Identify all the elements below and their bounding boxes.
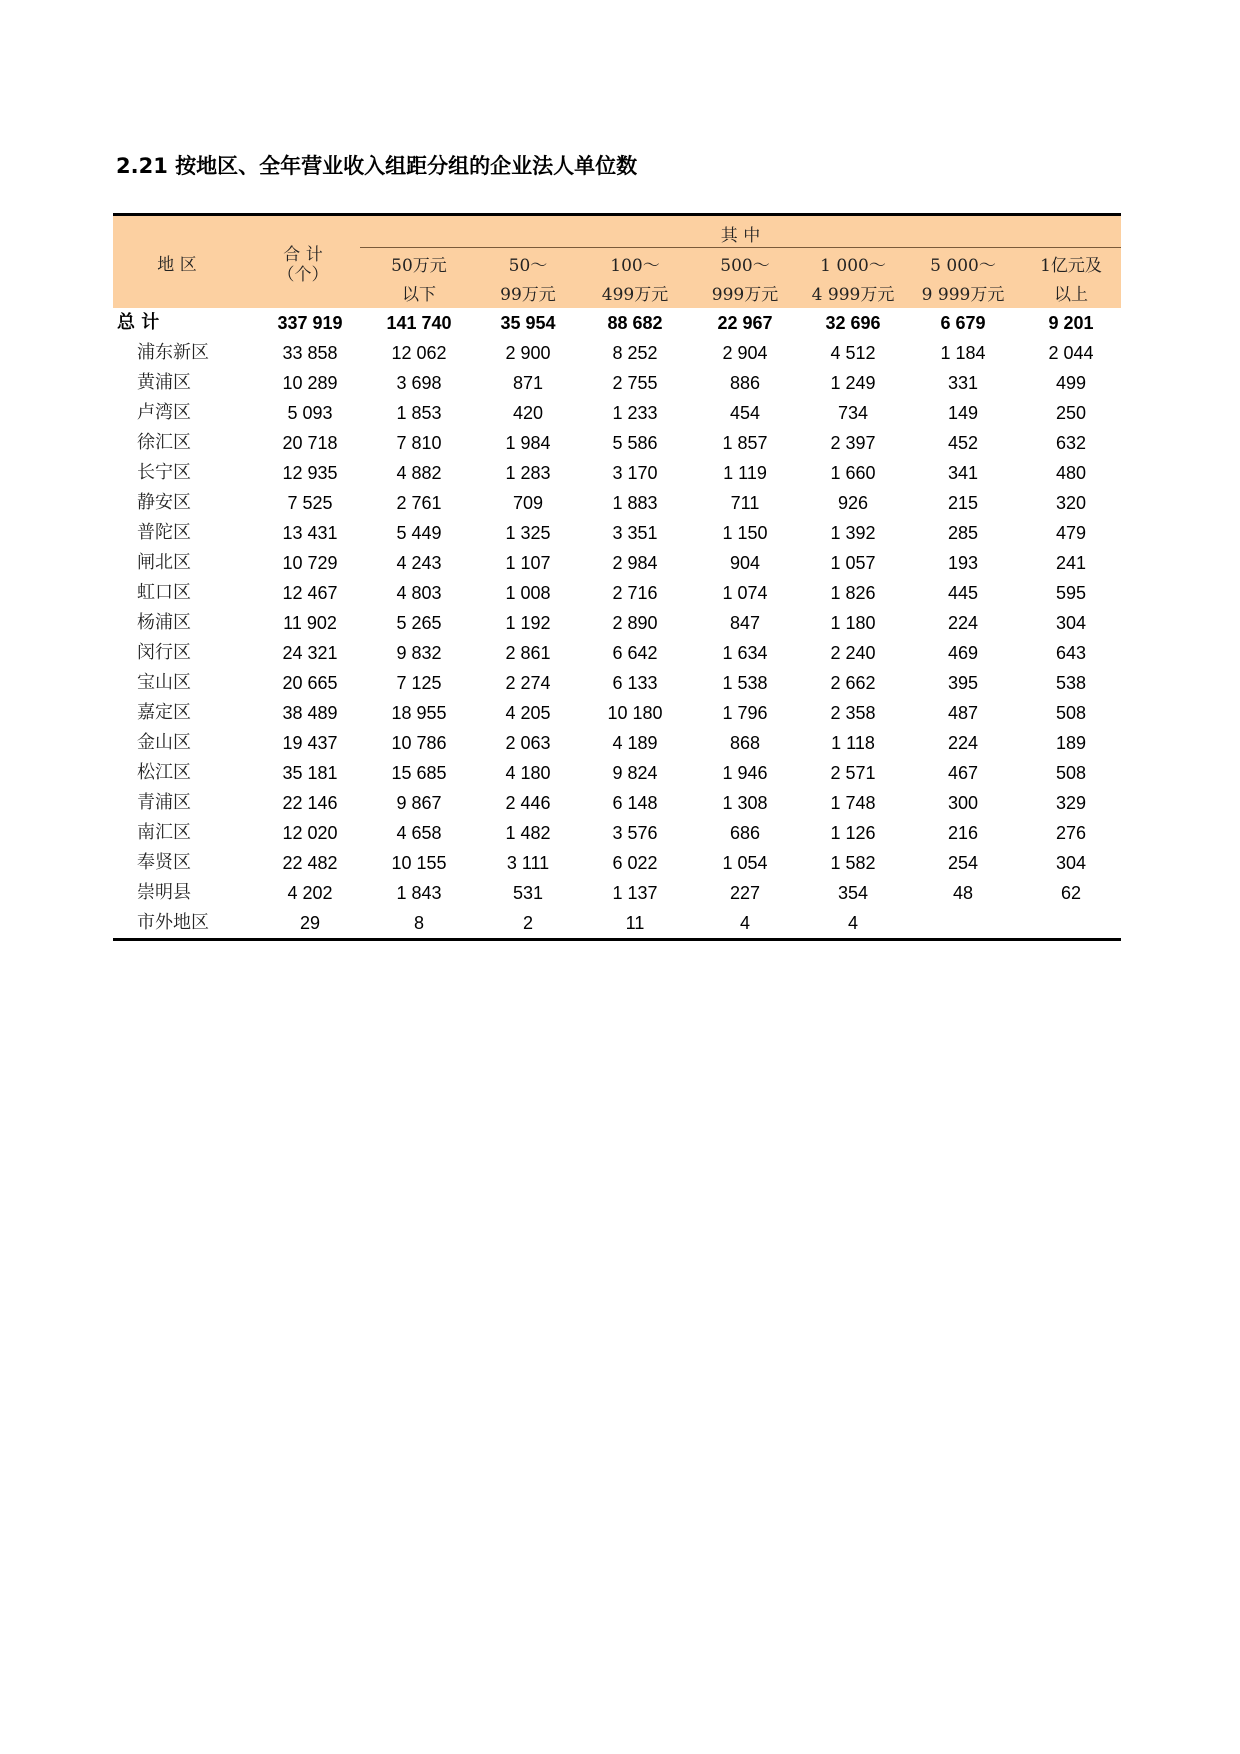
row-value-col-5: 2 397 [830,433,876,453]
row-value-col-6: 469 [947,643,979,663]
row-value-col-6 [909,908,1017,938]
row-value-col-7: 538 [1055,673,1087,693]
row-value-col-5: 1 826 [830,583,876,603]
row-value-col-1: 15 685 [391,763,447,783]
row-value-col-5: 1 126 [830,823,876,843]
row-region-name: 南汇区 [137,822,191,843]
table-row [113,608,1121,638]
row-value-col-4: 1 150 [722,523,768,543]
row-value-col-2: 1 283 [505,463,551,483]
data-table [113,213,1121,941]
table-row [113,368,1121,398]
row-value-col-2: 4 205 [505,703,551,723]
header-col-2-line2: 99万元 [500,285,556,305]
row-value-col-6: 331 [947,373,979,393]
row-value-col-3: 1 137 [612,883,658,903]
row-region-name: 静安区 [137,492,191,513]
header-col-6-line2: 9 999万元 [921,285,1005,305]
row-region-name: 嘉定区 [137,702,191,723]
row-value-col-3: 2 890 [612,613,658,633]
table-row [113,548,1121,578]
row-value-col-4: 454 [729,403,761,423]
row-value-col-7: 499 [1055,373,1087,393]
table-row [113,458,1121,488]
row-value-col-2: 2 274 [505,673,551,693]
row-value-col-7: 329 [1055,793,1087,813]
row-value-col-2: 1 325 [505,523,551,543]
row-region-name: 市外地区 [137,912,209,933]
row-value-col-1: 2 761 [396,493,442,513]
row-value-col-6: 1 184 [940,343,986,363]
row-value-col-6: 224 [947,613,979,633]
row-total-value: 35 181 [282,763,338,783]
row-value-col-6: 395 [947,673,979,693]
row-region-name: 长宁区 [137,462,191,483]
row-value-col-2: 531 [512,883,544,903]
row-value-col-7: 276 [1055,823,1087,843]
row-value-col-3: 10 180 [607,703,663,723]
row-value-col-5: 1 582 [830,853,876,873]
table-row [113,638,1121,668]
row-value-col-7: 189 [1055,733,1087,753]
row-value-col-3: 5 586 [612,433,658,453]
row-value-col-6: 193 [947,553,979,573]
row-value-col-7: 632 [1055,433,1087,453]
row-value-col-4: 1 796 [722,703,768,723]
row-value-col-3: 1 233 [612,403,658,423]
row-value-col-1: 3 698 [396,373,442,393]
header-col-1-line1: 50万元 [391,256,447,276]
row-value-col-2: 1 107 [505,553,551,573]
header-region: 地 区 [157,255,197,275]
row-value-col-1: 7 125 [396,673,442,693]
row-value-col-1: 9 867 [396,793,442,813]
row-value-col-6: 215 [947,493,979,513]
row-region-name: 松江区 [137,762,191,783]
row-value-col-6: 467 [947,763,979,783]
row-region-name: 奉贤区 [137,852,191,873]
row-total-value: 22 482 [282,853,338,873]
row-value-col-5: 2 240 [830,643,876,663]
row-region-name: 黄浦区 [137,372,191,393]
row-total-value: 5 093 [287,403,333,423]
row-value-col-7: 304 [1055,853,1087,873]
row-total-value: 4 202 [287,883,333,903]
row-value-col-1: 12 062 [391,343,447,363]
row-value-col-7: 595 [1055,583,1087,603]
row-value-col-5: 1 392 [830,523,876,543]
row-value-col-2: 2 861 [505,643,551,663]
header-col-4-line2: 999万元 [711,285,779,305]
row-value-col-7: 2 044 [1048,343,1094,363]
row-value-col-4: 847 [729,613,761,633]
row-value-col-4: 686 [729,823,761,843]
row-region-name: 徐汇区 [137,432,191,453]
row-region-name: 宝山区 [137,672,191,693]
row-value-col-5: 1 180 [830,613,876,633]
row-total-value: 10 289 [282,373,338,393]
row-value-col-2: 1 008 [505,583,551,603]
row-value-col-1: 141 740 [386,313,452,333]
row-total-value: 33 858 [282,343,338,363]
row-value-col-4: 227 [729,883,761,903]
row-value-col-5: 1 118 [831,733,875,753]
row-value-col-6: 254 [947,853,979,873]
row-total-value: 12 020 [282,823,338,843]
row-value-col-7: 479 [1055,523,1087,543]
row-value-col-2: 4 180 [505,763,551,783]
row-value-col-4: 1 634 [722,643,768,663]
row-total-value: 20 665 [282,673,338,693]
row-value-col-4: 886 [729,373,761,393]
row-value-col-4: 4 [739,913,750,933]
row-region-name: 闸北区 [137,552,191,573]
header-col-5-line2: 4 999万元 [811,285,895,305]
row-value-col-6: 341 [947,463,979,483]
row-value-col-1: 10 155 [391,853,447,873]
row-region-name: 金山区 [137,732,191,753]
row-value-col-3: 2 984 [612,553,658,573]
row-value-col-7: 320 [1055,493,1087,513]
row-value-col-3: 11 [625,913,645,933]
table-row [113,338,1121,368]
row-value-col-3: 1 883 [612,493,658,513]
row-value-col-5: 1 748 [830,793,876,813]
table-row [113,578,1121,608]
row-value-col-3: 2 755 [612,373,658,393]
row-value-col-3: 88 682 [607,313,663,333]
header-col-2-line1: 50～ [508,256,548,276]
row-region-name: 浦东新区 [137,342,209,363]
row-value-col-7: 304 [1055,613,1087,633]
row-total-value: 337 919 [277,313,343,333]
header-group: 其 中 [720,226,761,246]
row-value-col-6: 452 [947,433,979,453]
row-value-col-1: 10 786 [391,733,447,753]
row-value-col-5: 354 [837,883,869,903]
header-col-7-line2: 以上 [1054,285,1088,305]
row-region-name: 虹口区 [137,582,191,603]
header-group-divider [360,247,1121,248]
row-value-col-1: 8 [413,913,424,933]
row-total-value: 7 525 [287,493,333,513]
row-value-col-6: 300 [947,793,979,813]
row-value-col-1: 18 955 [391,703,447,723]
row-value-col-4: 1 054 [722,853,768,873]
table-row [113,818,1121,848]
table-row [113,398,1121,428]
row-value-col-5: 2 358 [830,703,876,723]
row-value-col-1: 9 832 [396,643,442,663]
row-region-name: 闵行区 [137,642,191,663]
header-col-4-line1: 500～ [720,256,770,276]
row-total-value: 11 902 [283,613,337,633]
row-value-col-2: 35 954 [500,313,556,333]
row-total-value: 22 146 [282,793,338,813]
table-title: 2.21 按地区、全年营业收入组距分组的企业法人单位数 [116,154,638,178]
row-value-col-3: 3 576 [612,823,658,843]
header-col-1-line2: 以下 [402,285,436,305]
row-value-col-2: 1 482 [505,823,551,843]
header-col-6-line1: 5 000～ [930,256,996,276]
header-col-3-line1: 100～ [610,256,660,276]
row-value-col-7: 508 [1055,763,1087,783]
row-value-col-5: 2 571 [830,763,876,783]
row-total-value: 12 935 [282,463,338,483]
table-row [113,518,1121,548]
row-value-col-7: 9 201 [1048,313,1094,333]
row-value-col-2: 1 984 [505,433,551,453]
row-value-col-2: 709 [512,493,544,513]
row-value-col-5: 32 696 [825,313,881,333]
row-value-col-3: 6 022 [612,853,658,873]
row-value-col-5: 4 [847,913,858,933]
table-row [113,668,1121,698]
row-total-value: 13 431 [282,523,338,543]
row-value-col-1: 4 243 [396,553,442,573]
row-value-col-1: 5 449 [396,523,442,543]
table-row [113,758,1121,788]
row-region-name: 总 计 [117,312,160,333]
row-value-col-2: 3 111 [506,853,550,873]
row-value-col-1: 4 803 [396,583,442,603]
row-value-col-7 [1017,908,1125,938]
row-value-col-1: 5 265 [396,613,442,633]
row-value-col-7: 480 [1055,463,1087,483]
row-value-col-3: 6 148 [612,793,658,813]
row-value-col-6: 224 [947,733,979,753]
row-value-col-6: 285 [947,523,979,543]
row-value-col-4: 1 946 [722,763,768,783]
row-value-col-7: 241 [1055,553,1087,573]
row-total-value: 24 321 [282,643,338,663]
row-value-col-5: 4 512 [830,343,876,363]
row-value-col-4: 1 074 [722,583,768,603]
row-value-col-4: 1 119 [723,463,767,483]
row-value-col-5: 734 [837,403,869,423]
header-col-3-line2: 499万元 [601,285,669,305]
row-value-col-7: 62 [1060,883,1082,903]
row-value-col-6: 149 [947,403,979,423]
row-value-col-3: 6 133 [612,673,658,693]
row-value-col-7: 508 [1055,703,1087,723]
table-row [113,488,1121,518]
row-value-col-5: 1 057 [830,553,876,573]
row-value-col-1: 4 882 [396,463,442,483]
row-value-col-4: 1 857 [722,433,768,453]
row-value-col-4: 711 [730,493,760,513]
row-value-col-2: 2 063 [505,733,551,753]
row-region-name: 普陀区 [137,522,191,543]
table-row [113,428,1121,458]
row-value-col-1: 4 658 [396,823,442,843]
row-value-col-2: 420 [512,403,544,423]
table-row [113,788,1121,818]
row-value-col-7: 643 [1055,643,1087,663]
row-value-col-2: 1 192 [505,613,551,633]
row-value-col-4: 22 967 [717,313,773,333]
header-col-5-line1: 1 000～ [820,256,886,276]
table-row [113,848,1121,878]
header-total: 合 计 [283,245,323,265]
row-value-col-6: 216 [947,823,979,843]
row-value-col-4: 1 308 [722,793,768,813]
row-value-col-4: 904 [729,553,761,573]
row-value-col-5: 2 662 [830,673,876,693]
table-row [113,698,1121,728]
header-total-unit: （个） [277,265,329,285]
row-value-col-2: 871 [512,373,544,393]
row-value-col-4: 868 [729,733,761,753]
row-value-col-2: 2 [522,913,533,933]
row-value-col-1: 1 843 [396,883,442,903]
row-total-value: 19 437 [282,733,338,753]
row-region-name: 杨浦区 [137,612,191,633]
row-value-col-3: 4 189 [612,733,658,753]
row-value-col-4: 1 538 [722,673,768,693]
row-value-col-1: 7 810 [396,433,442,453]
row-total-value: 38 489 [282,703,338,723]
row-total-value: 20 718 [282,433,338,453]
header-col-7-line1: 1亿元及 [1040,256,1102,276]
row-value-col-7: 250 [1055,403,1087,423]
row-value-col-5: 1 249 [830,373,876,393]
row-value-col-3: 9 824 [612,763,658,783]
table-row [113,878,1121,908]
row-value-col-3: 2 716 [612,583,658,603]
row-region-name: 崇明县 [137,882,191,903]
row-value-col-6: 6 679 [940,313,986,333]
table-header [113,216,1121,308]
row-value-col-5: 926 [837,493,869,513]
row-value-col-6: 445 [947,583,979,603]
row-value-col-3: 8 252 [612,343,658,363]
table-row [113,908,1121,938]
row-value-col-1: 1 853 [396,403,442,423]
row-value-col-2: 2 900 [505,343,551,363]
row-value-col-4: 2 904 [722,343,768,363]
row-value-col-6: 487 [947,703,979,723]
row-value-col-5: 1 660 [830,463,876,483]
table-row [113,728,1121,758]
row-total-value: 29 [299,913,321,933]
row-region-name: 青浦区 [137,792,191,813]
row-value-col-6: 48 [952,883,974,903]
total-row [113,308,1121,338]
row-value-col-3: 3 351 [612,523,658,543]
row-total-value: 12 467 [282,583,338,603]
row-total-value: 10 729 [282,553,338,573]
row-value-col-2: 2 446 [505,793,551,813]
row-region-name: 卢湾区 [137,402,191,423]
row-value-col-3: 3 170 [612,463,658,483]
row-value-col-3: 6 642 [612,643,658,663]
